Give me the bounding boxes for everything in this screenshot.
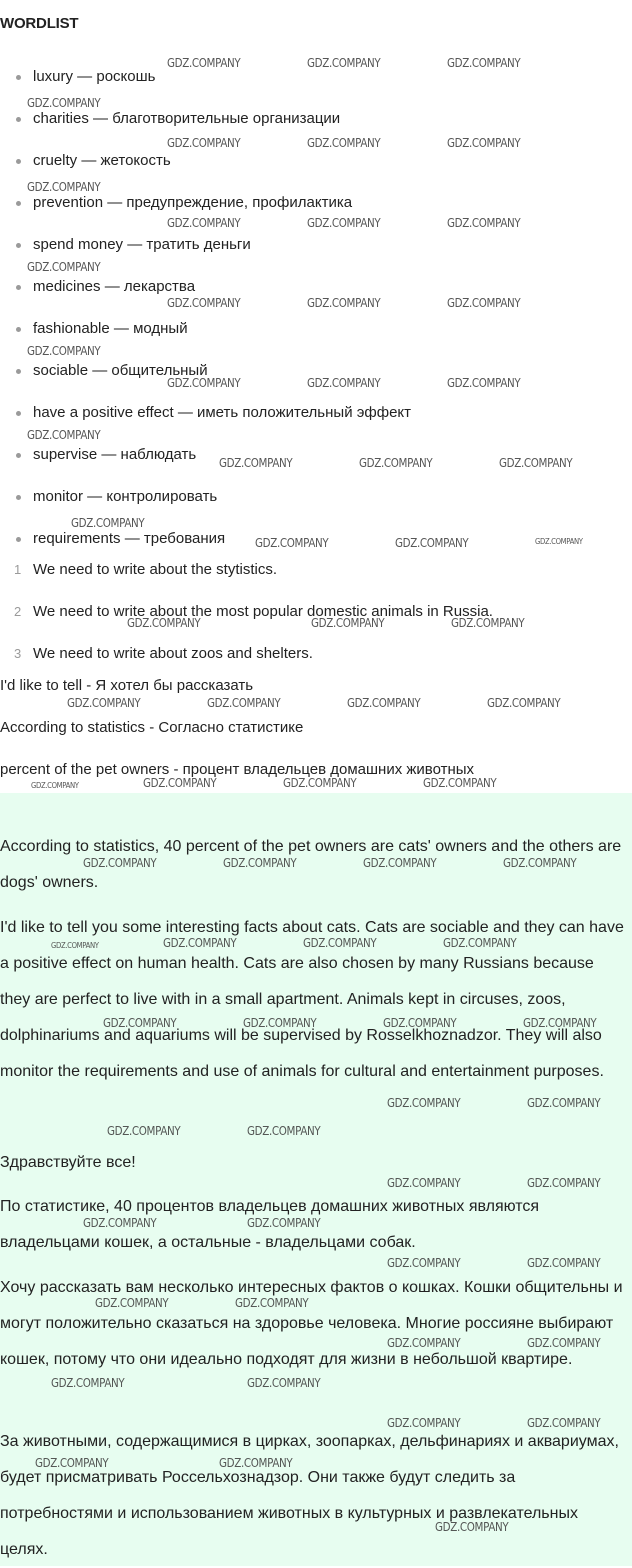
watermark: GDZ.COMPANY xyxy=(307,56,381,70)
watermark: GDZ.COMPANY xyxy=(527,1256,601,1270)
watermark: GDZ.COMPANY xyxy=(27,96,101,110)
list-item: requirements — требования xyxy=(33,530,226,547)
list-item: luxury — роскошь xyxy=(33,68,156,85)
watermark: GDZ.COMPANY xyxy=(51,1376,125,1390)
watermark: GDZ.COMPANY xyxy=(527,1096,601,1110)
watermark: GDZ.COMPANY xyxy=(243,1016,317,1030)
watermark: GDZ.COMPANY xyxy=(307,216,381,230)
watermark: GDZ.COMPANY xyxy=(363,856,437,870)
watermark: GDZ.COMPANY xyxy=(423,776,497,790)
watermark: GDZ.COMPANY xyxy=(387,1416,461,1430)
watermark: GDZ.COMPANY xyxy=(527,1336,601,1350)
watermark: GDZ.COMPANY xyxy=(67,696,141,710)
watermark: GDZ.COMPANY xyxy=(223,856,297,870)
phrase: I'd like to tell - Я хотел бы рассказать xyxy=(0,677,254,694)
watermark: GDZ.COMPANY xyxy=(307,296,381,310)
watermark: GDZ.COMPANY xyxy=(27,428,101,442)
bullet-icon xyxy=(16,285,21,290)
bullet-icon xyxy=(16,495,21,500)
plan-item: We need to write about zoos and shelters. xyxy=(33,645,313,662)
watermark: GDZ.COMPANY xyxy=(359,456,433,470)
watermark: GDZ.COMPANY xyxy=(103,1016,177,1030)
watermark: GDZ.COMPANY xyxy=(27,180,101,194)
watermark: GDZ.COMPANY xyxy=(35,1456,109,1470)
watermark: GDZ.COMPANY xyxy=(523,1016,597,1030)
list-item: monitor — контролировать xyxy=(33,488,218,505)
watermark: GDZ.COMPANY xyxy=(167,56,241,70)
watermark: GDZ.COMPANY xyxy=(395,536,469,550)
watermark: GDZ.COMPANY xyxy=(311,616,385,630)
watermark: GDZ.COMPANY xyxy=(31,781,79,790)
watermark: GDZ.COMPANY xyxy=(283,776,357,790)
watermark: GDZ.COMPANY xyxy=(447,56,521,70)
answer-paragraph: Хочу рассказать вам несколько интересных фактов о кошках. Кошки общительны и могут положительно сказаться на здоровье человека. Многие россияне выбирают кошек, потому что они идеально подходят для жизни в небольшой квартире. xyxy=(0,1279,623,1368)
watermark: GDZ.COMPANY xyxy=(27,260,101,274)
watermark: GDZ.COMPANY xyxy=(447,136,521,150)
watermark: GDZ.COMPANY xyxy=(127,616,201,630)
watermark: GDZ.COMPANY xyxy=(95,1296,169,1310)
watermark: GDZ.COMPANY xyxy=(527,1176,601,1190)
watermark: GDZ.COMPANY xyxy=(163,936,237,950)
watermark: GDZ.COMPANY xyxy=(503,856,577,870)
watermark: GDZ.COMPANY xyxy=(167,216,241,230)
watermark: GDZ.COMPANY xyxy=(383,1016,457,1030)
answer-paragraph: Здравствуйте все! xyxy=(0,1154,136,1171)
watermark: GDZ.COMPANY xyxy=(167,136,241,150)
watermark: GDZ.COMPANY xyxy=(255,536,329,550)
watermark: GDZ.COMPANY xyxy=(83,1216,157,1230)
answer-paragraph: По статистике, 40 процентов владельцев домашних животных являются владельцами кошек, а остальные - владельцами собак. xyxy=(0,1198,540,1251)
watermark: GDZ.COMPANY xyxy=(27,344,101,358)
bullet-icon xyxy=(16,411,21,416)
watermark: GDZ.COMPANY xyxy=(535,537,583,546)
answer-paragraph: I'd like to tell you some interesting facts about cats. Cats are sociable and they can have a positive effect on human health. Cats are also chosen by many Russians because they are perfect to live with in a small apartment. Animals kept in circuses, zoos, dolphinariums and aquariums will be supervised by Rosselkhoznadzor. They will also monitor the requirements and use of animals for cultural and entertainment purposes. xyxy=(0,919,624,1080)
watermark: GDZ.COMPANY xyxy=(167,376,241,390)
phrase: percent of the pet owners - процент владельцев домашних животных xyxy=(0,761,475,778)
list-item: have a positive effect — иметь положительный эффект xyxy=(33,404,412,421)
bullet-icon xyxy=(16,159,21,164)
watermark: GDZ.COMPANY xyxy=(447,216,521,230)
bullet-icon xyxy=(16,327,21,332)
list-item: medicines — лекарства xyxy=(33,278,196,295)
bullet-icon xyxy=(16,369,21,374)
watermark: GDZ.COMPANY xyxy=(435,1520,509,1534)
watermark: GDZ.COMPANY xyxy=(307,136,381,150)
bullet-icon xyxy=(16,117,21,122)
watermark: GDZ.COMPANY xyxy=(451,616,525,630)
watermark: GDZ.COMPANY xyxy=(51,941,99,950)
watermark: GDZ.COMPANY xyxy=(447,296,521,310)
watermark: GDZ.COMPANY xyxy=(447,376,521,390)
list-item: sociable — общительный xyxy=(33,362,208,379)
wordlist-title: WORDLIST xyxy=(0,15,79,32)
watermark: GDZ.COMPANY xyxy=(167,296,241,310)
bullet-icon xyxy=(16,243,21,248)
phrase: According to statistics - Согласно статистике xyxy=(0,719,304,736)
plan-item: We need to write about the stytistics. xyxy=(33,561,278,578)
watermark: GDZ.COMPANY xyxy=(487,696,561,710)
bullet-icon xyxy=(16,537,21,542)
list-item: charities — благотворительные организации xyxy=(33,110,341,127)
watermark: GDZ.COMPANY xyxy=(247,1376,321,1390)
list-item: cruelty — жетокость xyxy=(33,152,171,169)
list-number: 1 xyxy=(14,562,22,577)
watermark: GDZ.COMPANY xyxy=(499,456,573,470)
watermark: GDZ.COMPANY xyxy=(347,696,421,710)
answer-paragraph: За животными, содержащимися в цирках, зоопарках, дельфинариях и аквариумах, будет присматривать Россельхознадзор. Они также будут следить за потребностями и использованием животных в культурных и развлекательных целях. xyxy=(0,1433,619,1558)
watermark: GDZ.COMPANY xyxy=(387,1176,461,1190)
watermark: GDZ.COMPANY xyxy=(443,936,517,950)
list-number: 2 xyxy=(14,604,22,619)
answer-paragraph: According to statistics, 40 percent of the pet owners are cats' owners and the others are dogs' owners. xyxy=(0,838,622,891)
watermark: GDZ.COMPANY xyxy=(387,1256,461,1270)
watermark: GDZ.COMPANY xyxy=(219,1456,293,1470)
watermark: GDZ.COMPANY xyxy=(83,856,157,870)
watermark: GDZ.COMPANY xyxy=(307,376,381,390)
watermark: GDZ.COMPANY xyxy=(527,1416,601,1430)
watermark: GDZ.COMPANY xyxy=(247,1124,321,1138)
watermark: GDZ.COMPANY xyxy=(207,696,281,710)
watermark: GDZ.COMPANY xyxy=(107,1124,181,1138)
bullet-icon xyxy=(16,201,21,206)
list-item: fashionable — модный xyxy=(33,320,188,337)
watermark: GDZ.COMPANY xyxy=(303,936,377,950)
list-item: prevention — предупреждение, профилактика xyxy=(33,194,353,211)
list-number: 3 xyxy=(14,646,22,661)
watermark: GDZ.COMPANY xyxy=(71,516,145,530)
list-item: spend money — тратить деньги xyxy=(33,236,251,253)
watermark: GDZ.COMPANY xyxy=(219,456,293,470)
watermark: GDZ.COMPANY xyxy=(387,1336,461,1350)
watermark: GDZ.COMPANY xyxy=(387,1096,461,1110)
watermark: GDZ.COMPANY xyxy=(143,776,217,790)
bullet-icon xyxy=(16,453,21,458)
watermark: GDZ.COMPANY xyxy=(235,1296,309,1310)
plan-item: We need to write about the most popular domestic animals in Russia. xyxy=(33,603,493,620)
list-item: supervise — наблюдать xyxy=(33,446,197,463)
watermark: GDZ.COMPANY xyxy=(247,1216,321,1230)
bullet-icon xyxy=(16,75,21,80)
